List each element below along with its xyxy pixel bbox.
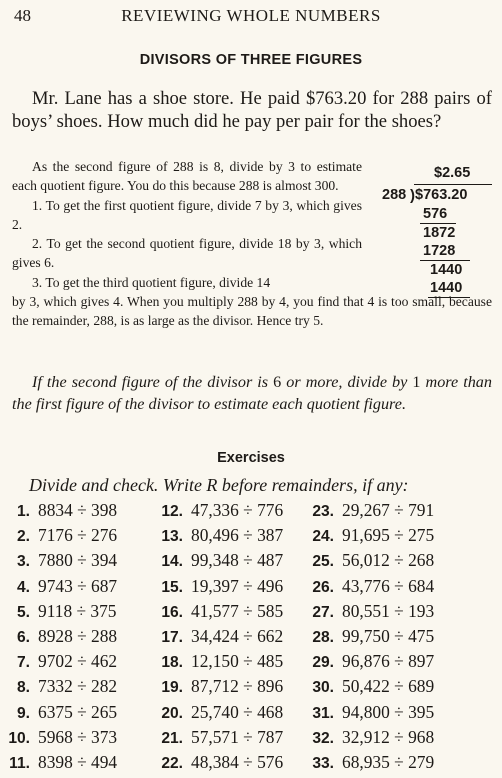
exercise-number: 3. <box>16 553 30 571</box>
rule-text-2: or more, divide by <box>281 373 413 391</box>
exercise-row <box>0 651 502 677</box>
exercise-problem: 6375 ÷ 265 <box>38 701 118 722</box>
exercise-row <box>0 727 502 753</box>
exercise-number: 25. <box>312 553 334 571</box>
exercise-number: 16. <box>161 603 183 621</box>
exercise-item <box>4 601 116 622</box>
exercise-problem: 34,424 ÷ 662 <box>191 626 284 646</box>
exercise-item <box>4 676 117 697</box>
exercise-row <box>0 702 502 728</box>
exercise-item <box>4 752 117 773</box>
division-step-1872: 1872 <box>423 225 456 241</box>
division-step-1728: 1728 <box>423 243 456 259</box>
explanation-step-3-continued: by 3, which gives 4. When you multiply 288 by 4, you find that 4 is too small, because the remainder, 288, is as large as the divisor. Hence try 5. <box>12 294 492 329</box>
exercise-problem: 57,571 ÷ 787 <box>191 726 284 747</box>
page-header <box>14 6 488 30</box>
exercise-item <box>4 626 117 647</box>
exercise-problem: 99,348 ÷ 487 <box>191 550 284 571</box>
exercise-item <box>153 525 283 546</box>
rule-number-6: 6 <box>273 373 282 391</box>
rule-text-1: If the second figure of the divisor is <box>32 373 274 391</box>
exercise-item <box>304 651 434 672</box>
exercise-number: 33. <box>312 755 334 772</box>
exercise-number: 5. <box>16 603 30 621</box>
exercise-problem: 50,422 ÷ 689 <box>342 676 435 697</box>
division-step-576: 576 <box>423 206 448 222</box>
explanation <box>12 157 362 292</box>
exercise-number: 23. <box>312 503 334 520</box>
explanation-intro: As the second figure of 288 is 8, divide by 3 to estimate each quotient figure. You do this because 288 is almost 300. <box>12 159 362 194</box>
exercise-item <box>304 626 434 647</box>
exercise-problem: 68,935 ÷ 279 <box>342 752 435 772</box>
exercise-item <box>4 525 117 546</box>
exercise-number: 19. <box>161 679 183 697</box>
exercise-item <box>153 702 283 723</box>
exercise-row <box>0 601 502 627</box>
exercise-number: 14. <box>161 553 183 571</box>
word-problem: Mr. Lane has a shoe store. He paid $763.20 for 288 pairs of boys’ shoes. How much did he pay per pair for the shoes? <box>12 88 492 132</box>
exercise-number: 32. <box>312 729 334 747</box>
exercise-problem: 32,912 ÷ 968 <box>342 726 435 747</box>
exercise-problem: 8398 ÷ 494 <box>38 752 118 772</box>
exercise-problem: 19,397 ÷ 496 <box>191 575 284 596</box>
exercise-problem: 80,551 ÷ 193 <box>342 600 435 621</box>
explanation-step-1: 1. To get the first quotient figure, divide 7 by 3, which gives 2. <box>12 197 362 232</box>
exercise-item <box>153 626 283 647</box>
exercise-number: 6. <box>16 629 30 646</box>
exercise-problem: 80,496 ÷ 387 <box>191 525 284 546</box>
division-bracket: ) <box>410 187 415 204</box>
exercise-item <box>4 651 117 672</box>
exercise-number: 15. <box>161 578 183 596</box>
exercise-problem: 91,695 ÷ 275 <box>342 525 435 546</box>
exercise-problem: 56,012 ÷ 268 <box>342 550 435 571</box>
exercise-row <box>0 576 502 602</box>
exercise-number: 2. <box>16 528 30 546</box>
exercise-number: 29. <box>312 654 334 672</box>
exercise-number: 7. <box>16 654 30 672</box>
exercise-problem: 25,740 ÷ 468 <box>191 701 284 722</box>
exercise-item <box>153 752 283 773</box>
exercise-number: 13. <box>161 528 183 546</box>
division-step-1440b: 1440 <box>430 280 463 296</box>
exercise-problem: 8834 ÷ 398 <box>38 500 118 520</box>
exercise-problem: 41,577 ÷ 585 <box>191 600 284 621</box>
exercise-item <box>304 576 434 597</box>
rule-number-1: 1 <box>412 373 421 391</box>
exercise-problem: 99,750 ÷ 475 <box>342 626 435 646</box>
exercises-title: Exercises <box>217 450 285 466</box>
exercise-row <box>0 500 502 526</box>
exercise-number: 22. <box>161 755 183 772</box>
exercise-item <box>304 727 434 748</box>
exercise-row <box>0 626 502 652</box>
exercise-item <box>153 651 283 672</box>
exercise-item <box>153 576 283 597</box>
exercise-problem: 7332 ÷ 282 <box>38 676 118 697</box>
exercise-problem: 96,876 ÷ 897 <box>342 651 435 672</box>
exercise-problem: 29,267 ÷ 791 <box>342 500 435 520</box>
exercise-item <box>153 676 283 697</box>
exercise-number: 8. <box>16 679 30 697</box>
exercise-number: 21. <box>161 729 183 747</box>
exercise-item <box>304 525 434 546</box>
division-dividend: $763.20 <box>415 187 468 203</box>
exercise-number: 26. <box>312 578 334 596</box>
exercise-number: 18. <box>161 654 183 672</box>
exercise-number: 24. <box>312 528 334 546</box>
exercise-problem: 5968 ÷ 373 <box>38 726 118 747</box>
exercise-number: 4. <box>16 578 30 596</box>
exercise-number: 11. <box>9 755 30 772</box>
exercise-problem: 87,712 ÷ 896 <box>191 676 284 697</box>
exercise-problem: 7880 ÷ 394 <box>38 550 118 571</box>
exercise-row <box>0 752 502 778</box>
exercise-item <box>4 702 117 723</box>
exercise-number: 27. <box>312 603 334 621</box>
exercise-number: 9. <box>16 704 30 722</box>
exercise-row <box>0 550 502 576</box>
division-quotient: $2.65 <box>434 165 471 181</box>
exercise-number: 12. <box>161 503 183 520</box>
division-bar <box>414 184 492 185</box>
exercise-item <box>4 727 117 748</box>
exercise-problem: 9702 ÷ 462 <box>38 651 118 672</box>
estimation-rule <box>12 372 492 415</box>
exercise-problem: 47,336 ÷ 776 <box>191 500 284 520</box>
exercise-item <box>304 550 434 571</box>
exercise-item <box>153 601 283 622</box>
exercise-number: 31. <box>312 704 334 722</box>
exercise-item <box>153 727 283 748</box>
exercise-problem: 48,384 ÷ 576 <box>191 752 284 772</box>
division-rule-3 <box>428 297 470 298</box>
division-rule-2 <box>420 260 470 261</box>
exercise-number: 28. <box>312 629 334 646</box>
exercise-item <box>304 752 434 773</box>
exercise-problem: 12,150 ÷ 485 <box>191 651 284 672</box>
exercise-item <box>304 601 434 622</box>
exercise-problem: 8928 ÷ 288 <box>38 626 118 646</box>
page-number: 48 <box>14 6 31 25</box>
exercise-problem: 7176 ÷ 276 <box>38 525 118 546</box>
exercise-item <box>153 550 283 571</box>
rule-text-3: more than the first figure of the divisor to estimate each quotient figure. <box>12 373 492 413</box>
exercises-instruction: Divide and check. Write R before remainders, if any: <box>29 475 409 495</box>
exercise-item <box>304 702 434 723</box>
exercise-row <box>0 525 502 551</box>
exercise-problem: 94,800 ÷ 395 <box>342 701 435 722</box>
division-divisor: 288 <box>382 187 407 203</box>
exercise-problem: 43,776 ÷ 684 <box>342 575 435 596</box>
exercise-number: 30. <box>312 679 334 697</box>
exercise-item <box>4 550 117 571</box>
exercise-number: 10. <box>8 729 30 747</box>
exercise-number: 17. <box>161 629 183 646</box>
exercise-item <box>4 500 117 521</box>
exercise-item <box>304 676 434 697</box>
long-division <box>376 163 494 298</box>
explanation-step-2: 2. To get the second quotient figure, divide 18 by 3, which gives 6. <box>12 236 362 271</box>
exercise-item <box>4 576 117 597</box>
exercise-problem: 9743 ÷ 687 <box>38 575 118 596</box>
running-head: REVIEWING WHOLE NUMBERS <box>121 6 381 25</box>
division-rule-1 <box>420 223 456 224</box>
exercise-row <box>0 676 502 702</box>
exercise-number: 20. <box>161 704 183 722</box>
exercise-item <box>153 500 283 521</box>
exercise-item <box>304 500 434 521</box>
section-title: DIVISORS OF THREE FIGURES <box>139 52 363 68</box>
division-step-1440a: 1440 <box>430 262 463 278</box>
exercise-problem: 9118 ÷ 375 <box>38 600 117 621</box>
exercise-number: 1. <box>16 503 30 520</box>
explanation-step-3-start: 3. To get the third quotient figure, divide 14 <box>32 274 271 290</box>
